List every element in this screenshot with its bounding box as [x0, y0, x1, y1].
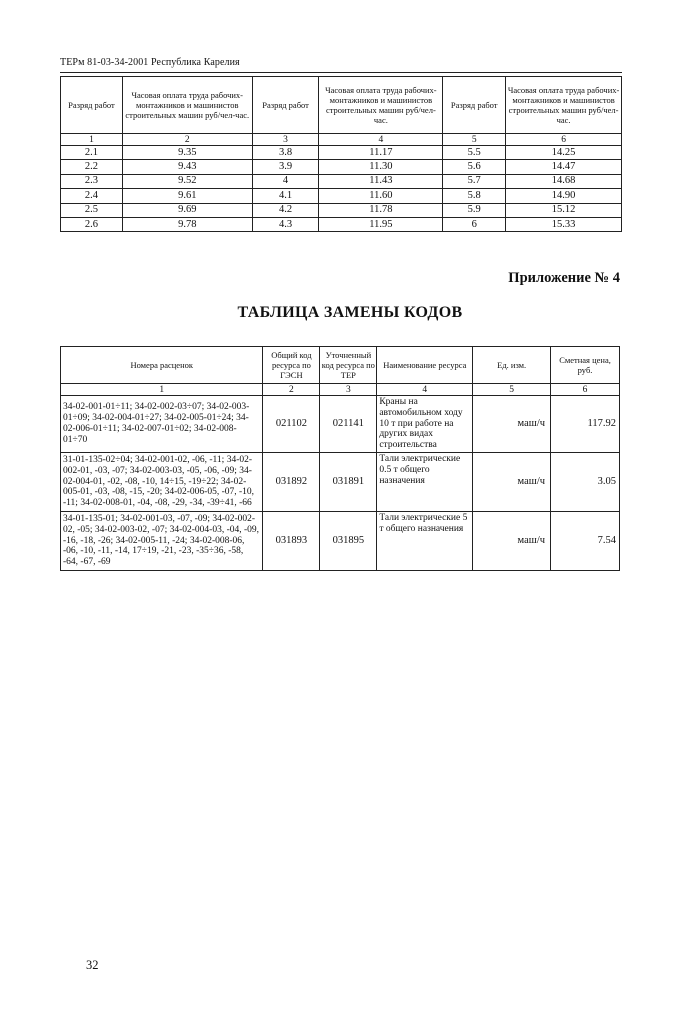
- column-number: 1: [61, 134, 123, 146]
- table-cell: 15.33: [506, 217, 622, 231]
- ter-code-cell: 031895: [320, 511, 377, 570]
- resource-name-cell: Тали электрические 0.5 т общего назначения: [377, 452, 473, 511]
- rate-references-cell: 31-01-135-02÷04; 34-02-001-02, -06, -11; 34-02-002-01, -03, -07; 34-02-003-03, -05, -06, -09; 34-02-004-01, -02, -08, -10, 14÷15, -19÷22; 34-02-005-01, -03, -08, -15, -20; 34-02-006-05, -07, -10, -11; 34-02-008-01, -04, -08, -29, -34, -39÷41, -66: [61, 452, 263, 511]
- column-number: 3: [252, 134, 319, 146]
- code-replacement-table: [60, 346, 620, 571]
- table-cell: 6: [443, 217, 506, 231]
- table-cell: 4.2: [252, 203, 319, 217]
- column-number: 6: [506, 134, 622, 146]
- column-number: 2: [263, 384, 320, 396]
- gesn-code-cell: 021102: [263, 396, 320, 453]
- table-cell: 14.47: [506, 160, 622, 174]
- table-cell: 14.25: [506, 146, 622, 160]
- table-cell: 2.3: [61, 174, 123, 188]
- table-cell: 11.95: [319, 217, 443, 231]
- gesn-code-cell: 031893: [263, 511, 320, 570]
- table-cell: 9.52: [122, 174, 252, 188]
- price-cell: 7.54: [551, 511, 620, 570]
- table-header-row: [61, 77, 622, 134]
- table-cell: 5.7: [443, 174, 506, 188]
- table-cell: 11.60: [319, 189, 443, 203]
- column-header: Часовая оплата труда рабочих-монтажников и машинистов строительных машин руб/чел-час.: [506, 77, 622, 134]
- table-cell: 11.78: [319, 203, 443, 217]
- table-cell: 9.69: [122, 203, 252, 217]
- table-row: [61, 174, 622, 188]
- table-cell: 14.90: [506, 189, 622, 203]
- column-header: Часовая оплата труда рабочих-монтажников и машинистов строительных машин руб/чел-час.: [319, 77, 443, 134]
- column-header: Общий код ресурса по ГЭСН: [263, 347, 320, 384]
- running-header: ТЕРм 81-03-34-2001 Республика Карелия: [60, 57, 240, 68]
- table-cell: 2.4: [61, 189, 123, 203]
- column-header: Наименование ресурса: [377, 347, 473, 384]
- column-header: Часовая оплата труда рабочих-монтажников и машинистов строительных машин руб/чел-час.: [122, 77, 252, 134]
- column-number: 4: [319, 134, 443, 146]
- column-number: 5: [473, 384, 551, 396]
- unit-cell: маш/ч: [473, 511, 551, 570]
- price-cell: 117.92: [551, 396, 620, 453]
- ter-code-cell: 031891: [320, 452, 377, 511]
- unit-cell: маш/ч: [473, 452, 551, 511]
- column-header: Разряд работ: [61, 77, 123, 134]
- table-cell: 9.78: [122, 217, 252, 231]
- table-cell: 14.68: [506, 174, 622, 188]
- wage-rates-table: [60, 76, 622, 232]
- table-row: [61, 217, 622, 231]
- column-number-row: [61, 134, 622, 146]
- column-header: Уточненный код ресурса по ТЕР: [320, 347, 377, 384]
- table-row: [61, 146, 622, 160]
- unit-cell: маш/ч: [473, 396, 551, 453]
- table-row: [61, 396, 620, 453]
- rate-references-cell: 34-01-135-01; 34-02-001-03, -07, -09; 34-02-002-02, -05; 34-02-003-02, -07; 34-02-004-03, -04, -09, -16, -18, -26; 34-02-005-11, -24; 34-02-008-06, -06, -10, -11, -14, 17÷19, -21, -23, -35÷36, -58, -64, -67, -69: [61, 511, 263, 570]
- table-row: [61, 452, 620, 511]
- column-header: Номера расценок: [61, 347, 263, 384]
- column-header: Ед. изм.: [473, 347, 551, 384]
- column-number: 3: [320, 384, 377, 396]
- table-cell: 2.5: [61, 203, 123, 217]
- table-cell: 9.43: [122, 160, 252, 174]
- table-cell: 11.17: [319, 146, 443, 160]
- table-row: [61, 511, 620, 570]
- table-cell: 4.1: [252, 189, 319, 203]
- ter-code-cell: 021141: [320, 396, 377, 453]
- column-number: 5: [443, 134, 506, 146]
- appendix-label: Приложение № 4: [508, 270, 620, 286]
- table-cell: 15.12: [506, 203, 622, 217]
- column-number: 6: [551, 384, 620, 396]
- price-cell: 3.05: [551, 452, 620, 511]
- gesn-code-cell: 031892: [263, 452, 320, 511]
- column-number: 1: [61, 384, 263, 396]
- table-row: [61, 160, 622, 174]
- table-cell: 5.5: [443, 146, 506, 160]
- resource-name-cell: Краны на автомобильном ходу 10 т при работе на других видах строительства: [377, 396, 473, 453]
- table-cell: 3.9: [252, 160, 319, 174]
- column-header: Разряд работ: [443, 77, 506, 134]
- table-cell: 5.6: [443, 160, 506, 174]
- table-row: [61, 203, 622, 217]
- table-cell: 3.8: [252, 146, 319, 160]
- column-header: Сметная цена, руб.: [551, 347, 620, 384]
- resource-name-cell: Тали электрические 5 т общего назначения: [377, 511, 473, 570]
- table-cell: 2.2: [61, 160, 123, 174]
- table-row: [61, 189, 622, 203]
- page-number: 32: [86, 958, 99, 972]
- table-cell: 4.3: [252, 217, 319, 231]
- table-cell: 5.9: [443, 203, 506, 217]
- table-cell: 9.61: [122, 189, 252, 203]
- section-title: ТАБЛИЦА ЗАМЕНЫ КОДОВ: [237, 304, 463, 321]
- table-cell: 2.1: [61, 146, 123, 160]
- table-header-row: [61, 347, 620, 384]
- table-cell: 9.35: [122, 146, 252, 160]
- column-number: 2: [122, 134, 252, 146]
- table-cell: 4: [252, 174, 319, 188]
- header-divider: [60, 72, 622, 73]
- rate-references-cell: 34-02-001-01÷11; 34-02-002-03÷07; 34-02-003-01÷09; 34-02-004-01÷27; 34-02-005-01÷24; 34-02-006-01÷11; 34-02-007-01÷02; 34-02-008-01÷70: [61, 396, 263, 453]
- table-cell: 11.30: [319, 160, 443, 174]
- column-header: Разряд работ: [252, 77, 319, 134]
- column-number: 4: [377, 384, 473, 396]
- table-cell: 11.43: [319, 174, 443, 188]
- table-cell: 2.6: [61, 217, 123, 231]
- column-number-row: [61, 384, 620, 396]
- table-cell: 5.8: [443, 189, 506, 203]
